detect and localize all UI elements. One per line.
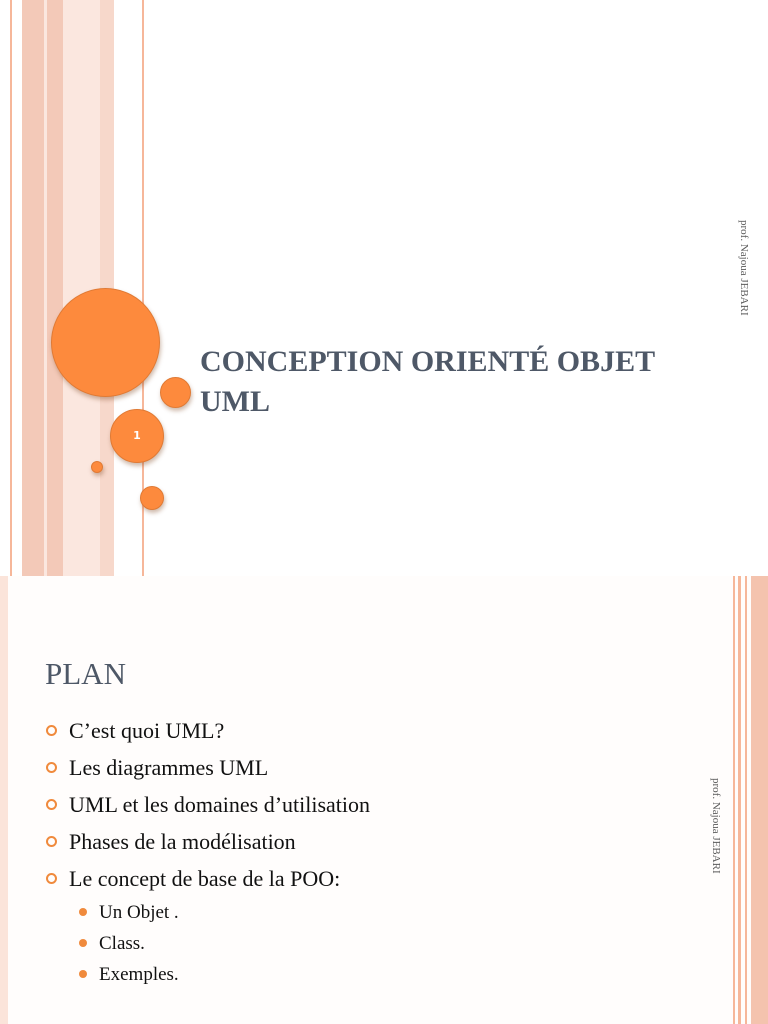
slide-footer: prof. Najoua JEBARI: [710, 778, 722, 874]
sub-list-item-label: Exemples.: [99, 964, 179, 985]
slide-footer: prof. Najoua JEBARI: [738, 220, 750, 316]
sub-list-item-label: Class.: [99, 933, 145, 954]
decorative-circle-medium: [160, 377, 191, 408]
decorative-stripe: [751, 576, 768, 1024]
decorative-circle-tiny: [91, 461, 103, 473]
sub-list-item-label: Un Objet .: [99, 902, 179, 923]
list-item: [45, 860, 370, 897]
list-item-label: Phases de la modélisation: [69, 829, 296, 854]
decorative-stripe: [733, 576, 735, 1024]
sub-list-item: [78, 959, 179, 990]
list-item-label: C’est quoi UML?: [69, 718, 225, 743]
slide-title-line-1: CONCEPTION ORIENTÉ OBJET: [200, 345, 656, 378]
list-item-label: Le concept de base de la POO:: [69, 866, 341, 891]
ring-bullet-icon: [46, 836, 57, 847]
ring-bullet-icon: [46, 725, 57, 736]
sub-list-item: [78, 897, 179, 928]
decorative-stripe: [0, 576, 8, 1024]
dot-bullet-icon: [79, 939, 87, 947]
slide-number: 1: [133, 429, 141, 442]
decorative-stripe: [745, 576, 747, 1024]
decorative-stripe: [10, 0, 12, 576]
list-item: [45, 749, 370, 786]
list-item: [45, 712, 370, 749]
plan-title: PLAN: [45, 656, 126, 691]
dot-bullet-icon: [79, 970, 87, 978]
decorative-circle-large: [51, 288, 160, 397]
list-item: [45, 823, 370, 860]
slide-title-line-2: UML: [200, 385, 270, 418]
plan-sub-bullet-list: [78, 897, 179, 990]
ring-bullet-icon: [46, 799, 57, 810]
decorative-stripe: [22, 0, 44, 576]
dot-bullet-icon: [79, 908, 87, 916]
decorative-stripe: [47, 0, 63, 576]
list-item-label: Les diagrammes UML: [69, 755, 269, 780]
list-item-label: UML et les domaines d’utilisation: [69, 792, 371, 817]
plan-bullet-list: [45, 712, 370, 897]
decorative-circle-small: [140, 486, 164, 510]
list-item: [45, 786, 370, 823]
ring-bullet-icon: [46, 873, 57, 884]
ring-bullet-icon: [46, 762, 57, 773]
slide-title: [200, 342, 720, 422]
decorative-stripe: [738, 576, 741, 1024]
sub-list-item: [78, 928, 179, 959]
